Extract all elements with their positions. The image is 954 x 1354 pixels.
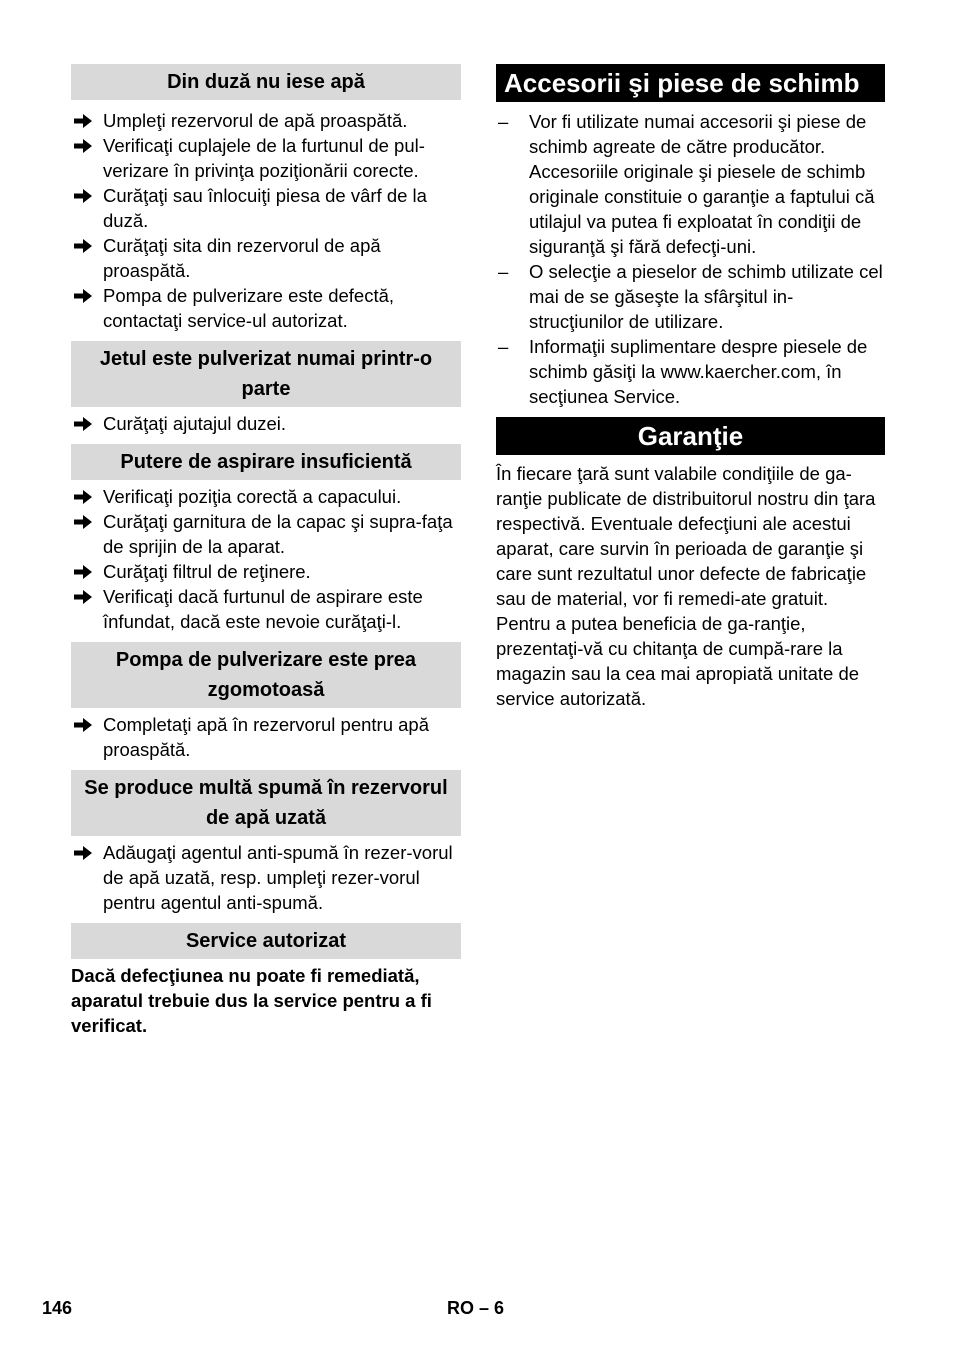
arrow-right-icon: [73, 411, 95, 436]
section-spray-one-side: [71, 341, 461, 436]
accessories-heading: Accesorii şi piese de schimb: [496, 64, 885, 102]
list-item: Adăugaţi agentul anti-spumă în rezer-vorul de apă uzată, resp. umpleţi rezer-vorul pentru agentul anti-spumă.: [71, 840, 461, 915]
arrow-right-icon: [73, 584, 95, 609]
list-item: Curăţaţi sau înlocuiţi piesa de vârf de la duză.: [71, 183, 461, 233]
arrow-right-icon: [73, 840, 95, 865]
language-page-code: RO – 6: [447, 1298, 505, 1318]
page-number: 146: [42, 1298, 73, 1318]
arrow-right-icon: [73, 233, 95, 258]
arrow-right-icon: [73, 559, 95, 584]
section-suction-power: [71, 444, 461, 634]
section-foam: [71, 770, 461, 915]
list-item: Curăţaţi ajutajul duzei.: [71, 411, 461, 436]
dash-bullet: –: [498, 336, 509, 357]
arrow-right-icon: [73, 509, 95, 534]
list-item: Verificaţi poziţia corectă a capacului.: [71, 484, 461, 509]
list-item: – Informaţii suplimentare despre piesele de schimb găsiţi la www.kaercher.com, în secţiunea Service.: [498, 336, 868, 407]
list-item: Completaţi apă în rezervorul pentru apă proaspătă.: [71, 712, 461, 762]
list-item: Curăţaţi sita din rezervorul de apă proaspătă.: [71, 233, 461, 283]
list-item: Curăţaţi filtrul de reţinere.: [71, 559, 461, 584]
arrow-right-icon: [73, 183, 95, 208]
section-pump-noisy: [71, 642, 461, 762]
section-heading: Service autorizat: [71, 923, 461, 959]
section-heading: Jetul este pulverizat numai printr-o parte: [71, 341, 461, 407]
instruction-list: [71, 712, 461, 762]
instruction-list: [71, 108, 461, 333]
dash-bullet: –: [498, 111, 509, 132]
arrow-right-icon: [73, 712, 95, 737]
list-item: Verificaţi dacă furtunul de aspirare este înfundat, dacă este nevoie curăţaţi-l.: [71, 584, 461, 634]
section-heading: Pompa de pulverizare este prea zgomotoasă: [71, 642, 461, 708]
list-item: Umpleţi rezervorul de apă proaspătă.: [71, 108, 461, 133]
instruction-list: [71, 840, 461, 915]
section-no-water: [71, 64, 461, 333]
right-column: [496, 64, 885, 711]
list-item: – O selecţie a pieselor de schimb utilizate cel mai de se găseşte la sfârşitul in-strucţiunilor de utilizare.: [498, 261, 883, 332]
dash-bullet: –: [498, 261, 509, 282]
arrow-right-icon: [73, 108, 95, 133]
section-service: [71, 923, 461, 1038]
section-heading: Putere de aspirare insuficientă: [71, 444, 461, 480]
list-item: Verificaţi cuplajele de la furtunul de pul-verizare în privinţa poziţionării corecte.: [71, 133, 461, 183]
list-item: Pompa de pulverizare este defectă, contactaţi service-ul autorizat.: [71, 283, 461, 333]
instruction-list: [71, 484, 461, 634]
arrow-right-icon: [73, 133, 95, 158]
arrow-right-icon: [73, 283, 95, 308]
left-column: [71, 64, 461, 1038]
warranty-heading: Garanţie: [496, 417, 885, 455]
instruction-list: [71, 411, 461, 436]
accessories-list: [496, 109, 885, 409]
arrow-right-icon: [73, 484, 95, 509]
section-heading: Se produce multă spumă în rezervorul de apă uzată: [71, 770, 461, 836]
list-item: Curăţaţi garnitura de la capac şi supra-faţa de sprijin de la aparat.: [71, 509, 461, 559]
service-note: Dacă defecţiunea nu poate fi remediată, aparatul trebuie dus la service pentru a fi verificat.: [71, 965, 432, 1036]
warranty-text: În fiecare ţară sunt valabile condiţiile de ga-ranţie publicate de distribuitorul nostru din ţara respectivă. Eventuale defecţiuni ale acestui aparat, care survin în perioada de garanţie şi care sunt rezultatul unor defecte de fabricaţie sau de material, vor fi remedi-ate gratuit. Pentru a putea beneficia de ga-ranţie, prezentaţi-vă cu chitanţa de cumpă-rare la magazin sau la cea mai apropiată unitate de service autorizată.: [496, 463, 876, 709]
section-heading: Din duză nu iese apă: [71, 64, 461, 100]
list-item: – Vor fi utilizate numai accesorii şi piese de schimb agreate de către producător. Accesoriile originale şi piesele de schimb originale constituie o garanţie a faptului că utilajul va putea fi exploatat în condiţii de siguranţă şi fără defecţi-uni.: [498, 111, 875, 257]
